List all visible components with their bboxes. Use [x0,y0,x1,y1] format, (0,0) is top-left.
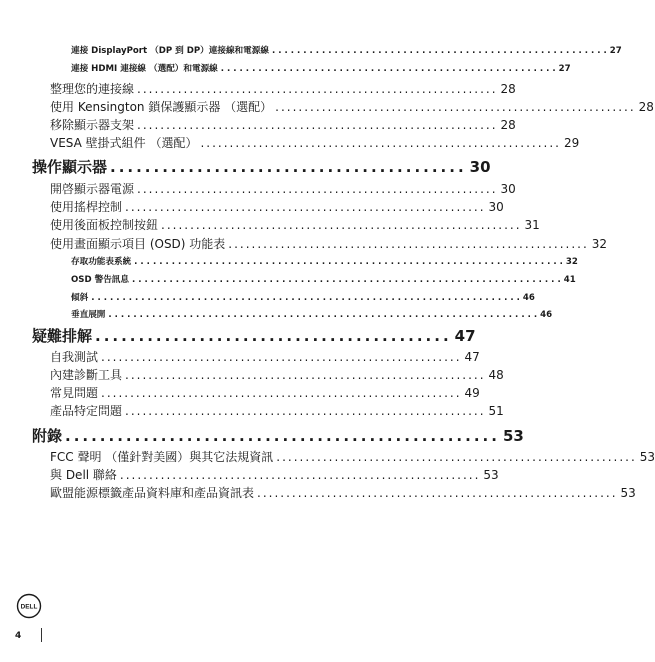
toc-entry-page: 28 [500,118,516,132]
toc-entry-page: 31 [524,218,540,232]
toc-entry-page: 46 [522,293,535,303]
toc-leader-dots: .............................................................. [200,136,561,150]
toc-entry[interactable] [50,384,480,401]
toc-entry[interactable] [50,235,608,252]
toc-leader-dots: .............................................................. [161,218,522,232]
toc-entry[interactable] [50,180,516,197]
toc-entry-title: 常見問題 [50,386,99,400]
toc-leader-dots: . . . . . . . . . . . . . . . . . . . . . . . . . . . . . . . . . . . . . . . . . . . . . . . . . . . . . . . . . . . . . . . . . . . . . [108,310,538,320]
footer-divider [41,628,42,642]
toc-leader-dots: .............................................................. [101,350,462,364]
toc-entry[interactable] [50,466,499,483]
toc-entry-page: 51 [488,404,504,418]
toc-leader-dots: . . . . . . . . . . . . . . . . . . . . . . . . . . . . . . . . . . . . . . . . . . . . . . . . . . . . . . . . . . . . . . . . . . . . . [134,257,563,267]
toc-entry[interactable] [50,116,516,133]
toc-entry-title: 連接 HDMI 連接線 （選配）和電源線 [71,64,218,74]
toc-entry-title: 自我測試 [50,350,99,364]
toc-entry[interactable] [50,98,654,115]
toc-entry-title: 整理您的連接線 [50,82,135,96]
toc-leader-dots: .............................................................. [125,200,486,214]
toc-leader-dots: .............................................................. [119,468,481,482]
toc-chapter-title: 操作顯示器 [32,158,108,176]
toc-entry-page: 53 [483,468,499,482]
toc-entry[interactable] [50,198,504,215]
toc-entry-title: OSD 警告訊息 [71,275,129,285]
toc-entry[interactable] [71,291,535,303]
toc-entry-page: 30 [488,200,504,214]
toc-entry[interactable] [71,62,571,74]
toc-entry-page: 28 [638,100,654,114]
toc-entry-page: 49 [464,386,480,400]
toc-chapter-title: 疑難排解 [32,327,93,345]
toc-chapter-entry[interactable] [32,325,476,346]
toc-entry-title: 存取功能表系統 [71,257,132,267]
toc-entry-page: 27 [609,46,622,56]
toc-entry-title: 移除顯示器支架 [50,118,135,132]
toc-entry-page: 32 [591,237,608,251]
toc-leader-dots: ......................................... [110,158,467,176]
toc-entry[interactable] [50,402,504,419]
toc-entry[interactable] [50,484,636,501]
toc-leader-dots: .............................................................. [125,368,486,382]
toc-entry[interactable] [50,366,504,383]
toc-entry-page: 48 [488,368,504,382]
toc-entry-title: 連接 DisplayPort （DP 到 DP）連接線和電源線 [71,46,269,56]
toc-leader-dots: .............................................................. [125,404,486,418]
toc-entry[interactable] [71,308,553,320]
toc-entry-title: 垂直展開 [71,310,106,320]
toc-entry-title: 內建診斷工具 [50,368,123,382]
toc-chapter-page: 30 [469,158,491,176]
toc-entry-title: 開啓顯示器電源 [50,182,135,196]
toc-entry[interactable] [50,216,540,233]
page-number: 4 [15,631,22,641]
toc-chapter-entry[interactable] [32,156,491,177]
toc-leader-dots: .............................................................. [137,118,498,132]
toc-entry-page: 47 [464,350,480,364]
toc-leader-dots: .............................................................. [137,82,498,96]
toc-entry-page: 53 [620,486,636,500]
toc-entry-page: 53 [639,450,655,464]
toc-entry[interactable] [50,134,580,151]
toc-entry-title: 使用後面板控制按鈕 [50,218,159,232]
toc-entry[interactable] [71,44,622,56]
toc-leader-dots: .................................................. [65,427,500,445]
toc-entry-page: 30 [500,182,516,196]
toc-chapter-entry[interactable] [32,425,524,446]
toc-entry-title: 使用畫面顯示項目 (OSD) 功能表 [50,237,226,251]
toc-entry-page: 27 [558,64,571,74]
toc-leader-dots: . . . . . . . . . . . . . . . . . . . . . . . . . . . . . . . . . . . . . . . . . . . . . . . . . . . . . . . . . . . . . . . . . . . . . [91,293,520,303]
dell-logo-icon [16,593,42,619]
toc-leader-dots: .............................................................. [228,237,589,251]
toc-leader-dots: .............................................................. [276,450,637,464]
toc-entry-title: FCC 聲明 （僅針對美國）與其它法規資訊 [50,450,274,464]
toc-leader-dots: . . . . . . . . . . . . . . . . . . . . . . . . . . . . . . . . . . . . . . . . . . . . . . . . . . . . . . [271,46,607,56]
toc-leader-dots: . . . . . . . . . . . . . . . . . . . . . . . . . . . . . . . . . . . . . . . . . . . . . . . . . . . . . . [220,64,556,74]
toc-entry-title: 與 Dell 聯絡 [50,468,117,482]
toc-entry-title: 產品特定問題 [50,404,123,418]
toc-entry-page: 32 [565,257,578,267]
toc-leader-dots: .............................................................. [275,100,636,114]
dell-logo-text: DELL [20,603,38,611]
toc-entry-page: 28 [500,82,516,96]
toc-chapter-title: 附錄 [32,427,63,445]
toc-entry-title: 使用 Kensington 鎖保護顯示器 （選配） [50,100,273,114]
toc-leader-dots: ......................................... [95,327,452,345]
toc-entry-page: 29 [563,136,580,150]
toc-entry[interactable] [71,273,576,285]
toc-entry-title: 歐盟能源標籤產品資料庫和產品資訊表 [50,486,255,500]
toc-leader-dots: .............................................................. [257,486,618,500]
toc-entry[interactable] [50,348,480,365]
toc-entry[interactable] [50,80,516,97]
toc-entry-title: 傾斜 [71,293,89,303]
toc-leader-dots: .............................................................. [101,386,462,400]
toc-chapter-page: 53 [502,427,524,445]
toc-entry[interactable] [71,255,578,267]
toc-chapter-page: 47 [454,327,476,345]
toc-entry-page: 46 [540,310,553,320]
toc-entry-page: 41 [563,275,576,285]
toc-leader-dots: . . . . . . . . . . . . . . . . . . . . . . . . . . . . . . . . . . . . . . . . . . . . . . . . . . . . . . . . . . . . . . . . . . . . . [132,275,561,285]
toc-entry[interactable] [50,448,655,465]
toc-entry-title: 使用搖桿控制 [50,200,123,214]
toc-entry-title: VESA 壁掛式組件 （選配） [50,136,198,150]
toc-leader-dots: .............................................................. [137,182,498,196]
